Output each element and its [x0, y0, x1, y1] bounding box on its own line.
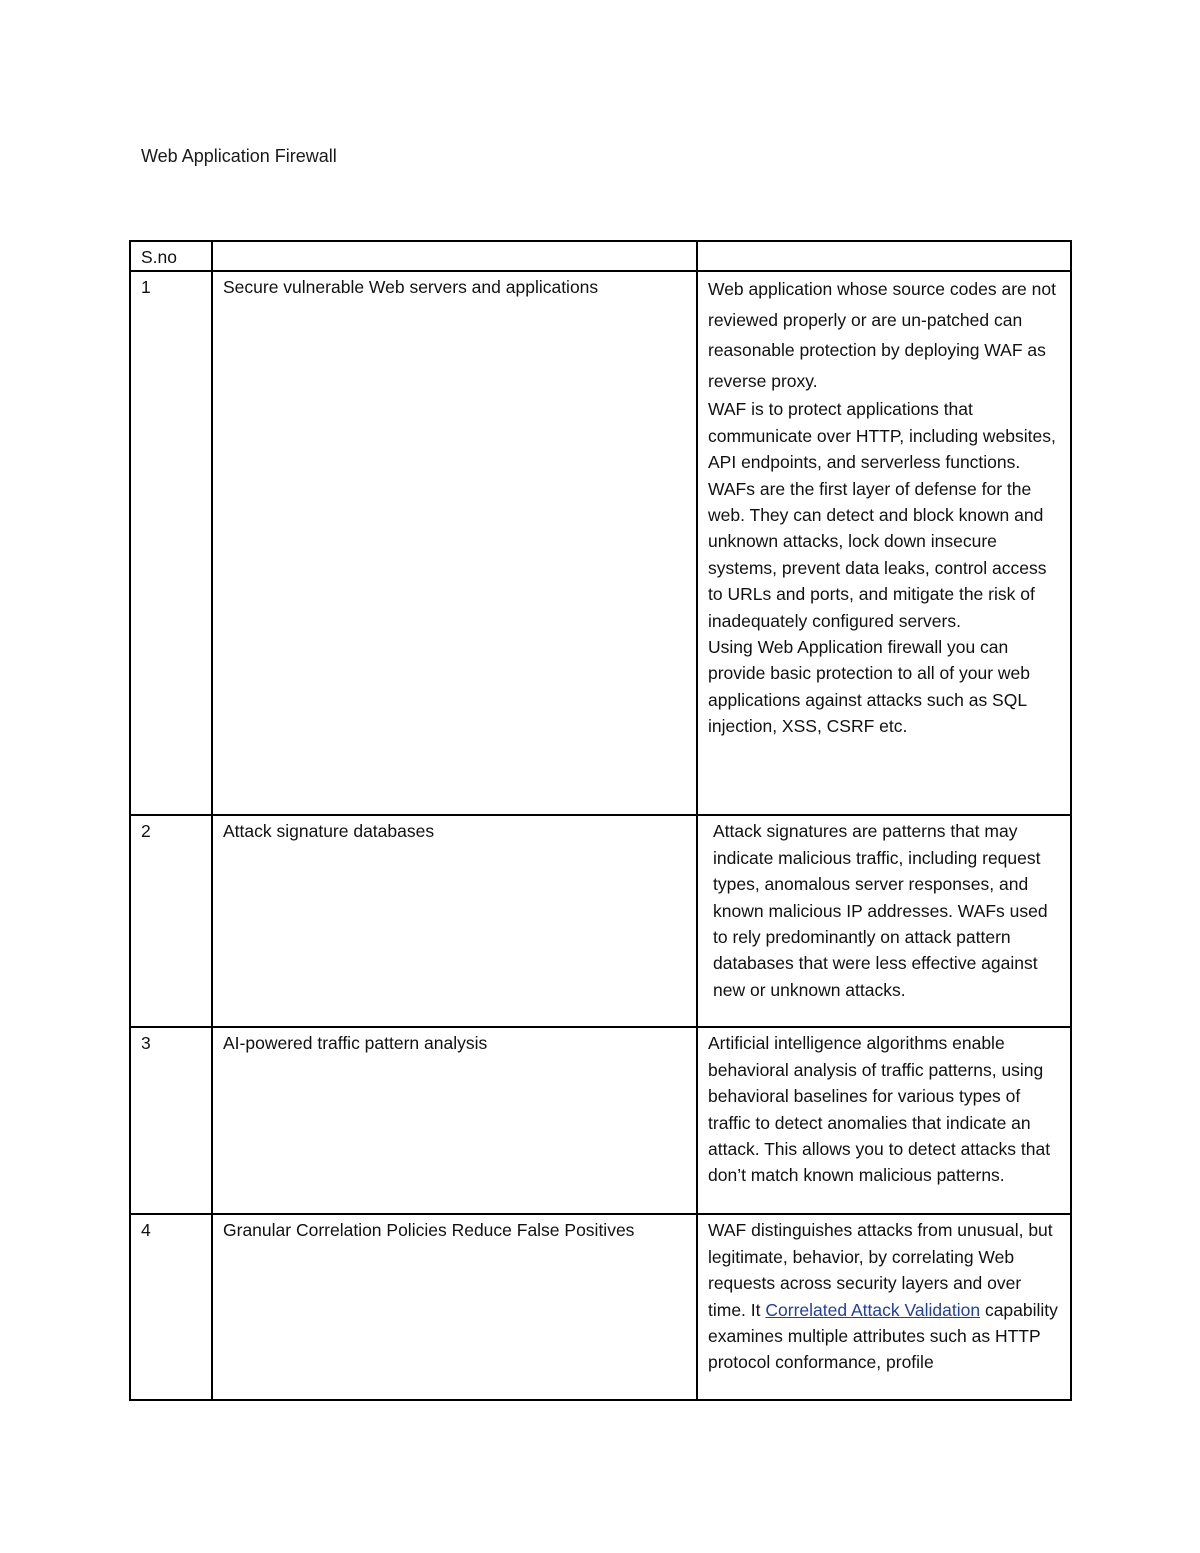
- page-title: Web Application Firewall: [141, 146, 337, 166]
- description-paragraph: WAFs are the first layer of defense for the web. They can detect and block known and unknown attacks, lock down insecure systems, prevent data leaks, control access to URLs and ports, and mitigate the risk of inadequately configured servers.: [708, 478, 1047, 631]
- description-cell: [697, 1214, 1071, 1400]
- feature-cell: Granular Correlation Policies Reduce False Positives: [212, 1214, 697, 1400]
- feature-cell: Attack signature databases: [212, 815, 697, 1027]
- description-cell: [697, 1027, 1071, 1214]
- row-number: 3: [130, 1027, 212, 1214]
- row-number: 4: [130, 1214, 212, 1400]
- description-text-after-link: capability examines multiple attributes such as HTTP protocol conformance, profile: [708, 1299, 1058, 1373]
- header-description: [697, 241, 1071, 271]
- table-header-row: [130, 241, 1071, 271]
- table-row: [130, 271, 1071, 815]
- description-paragraph: [708, 1217, 1060, 1375]
- description-paragraph: Attack signatures are patterns that may indicate malicious traffic, including request types, anomalous server responses, and known malicious IP addresses. WAFs used to rely predominantly on attack pattern databases that were less effective against new or unknown attacks.: [713, 821, 1048, 1000]
- feature-cell: Secure vulnerable Web servers and applications: [212, 271, 697, 815]
- table-row: [130, 815, 1071, 1027]
- description-paragraph: Using Web Application firewall you can provide basic protection to all of your web applications against attacks such as SQL injection, XSS, CSRF etc.: [708, 637, 1030, 737]
- header-feature: [212, 241, 697, 271]
- description-paragraph: Web application whose source codes are not reviewed properly or are un-patched can reasonable protection by deploying WAF as reverse proxy.: [708, 279, 1056, 391]
- description-cell: [697, 815, 1071, 1027]
- row-number: 2: [130, 815, 212, 1027]
- feature-cell: AI-powered traffic pattern analysis: [212, 1027, 697, 1214]
- correlated-attack-validation-link[interactable]: Correlated Attack Validation: [765, 1299, 981, 1320]
- description-text-before-link: WAF distinguishes attacks from unusual, but legitimate, behavior, by correlating Web requests across security layers and over time. It: [708, 1220, 1053, 1320]
- table-row: [130, 1214, 1071, 1400]
- description-paragraph: Artificial intelligence algorithms enable behavioral analysis of traffic patterns, using behavioral baselines for various types of traffic to detect anomalies that indicate an attack. This allows you to detect attacks that don’t match known malicious patterns.: [708, 1033, 1051, 1186]
- description-cell: [697, 271, 1071, 815]
- firewall-features-table: [129, 240, 1072, 1401]
- row-number: 1: [130, 271, 212, 815]
- header-sno: S.no: [130, 241, 212, 271]
- description-paragraph: WAF is to protect applications that communicate over HTTP, including websites, API endpoints, and serverless functions.: [708, 399, 1056, 473]
- table-row: [130, 1027, 1071, 1214]
